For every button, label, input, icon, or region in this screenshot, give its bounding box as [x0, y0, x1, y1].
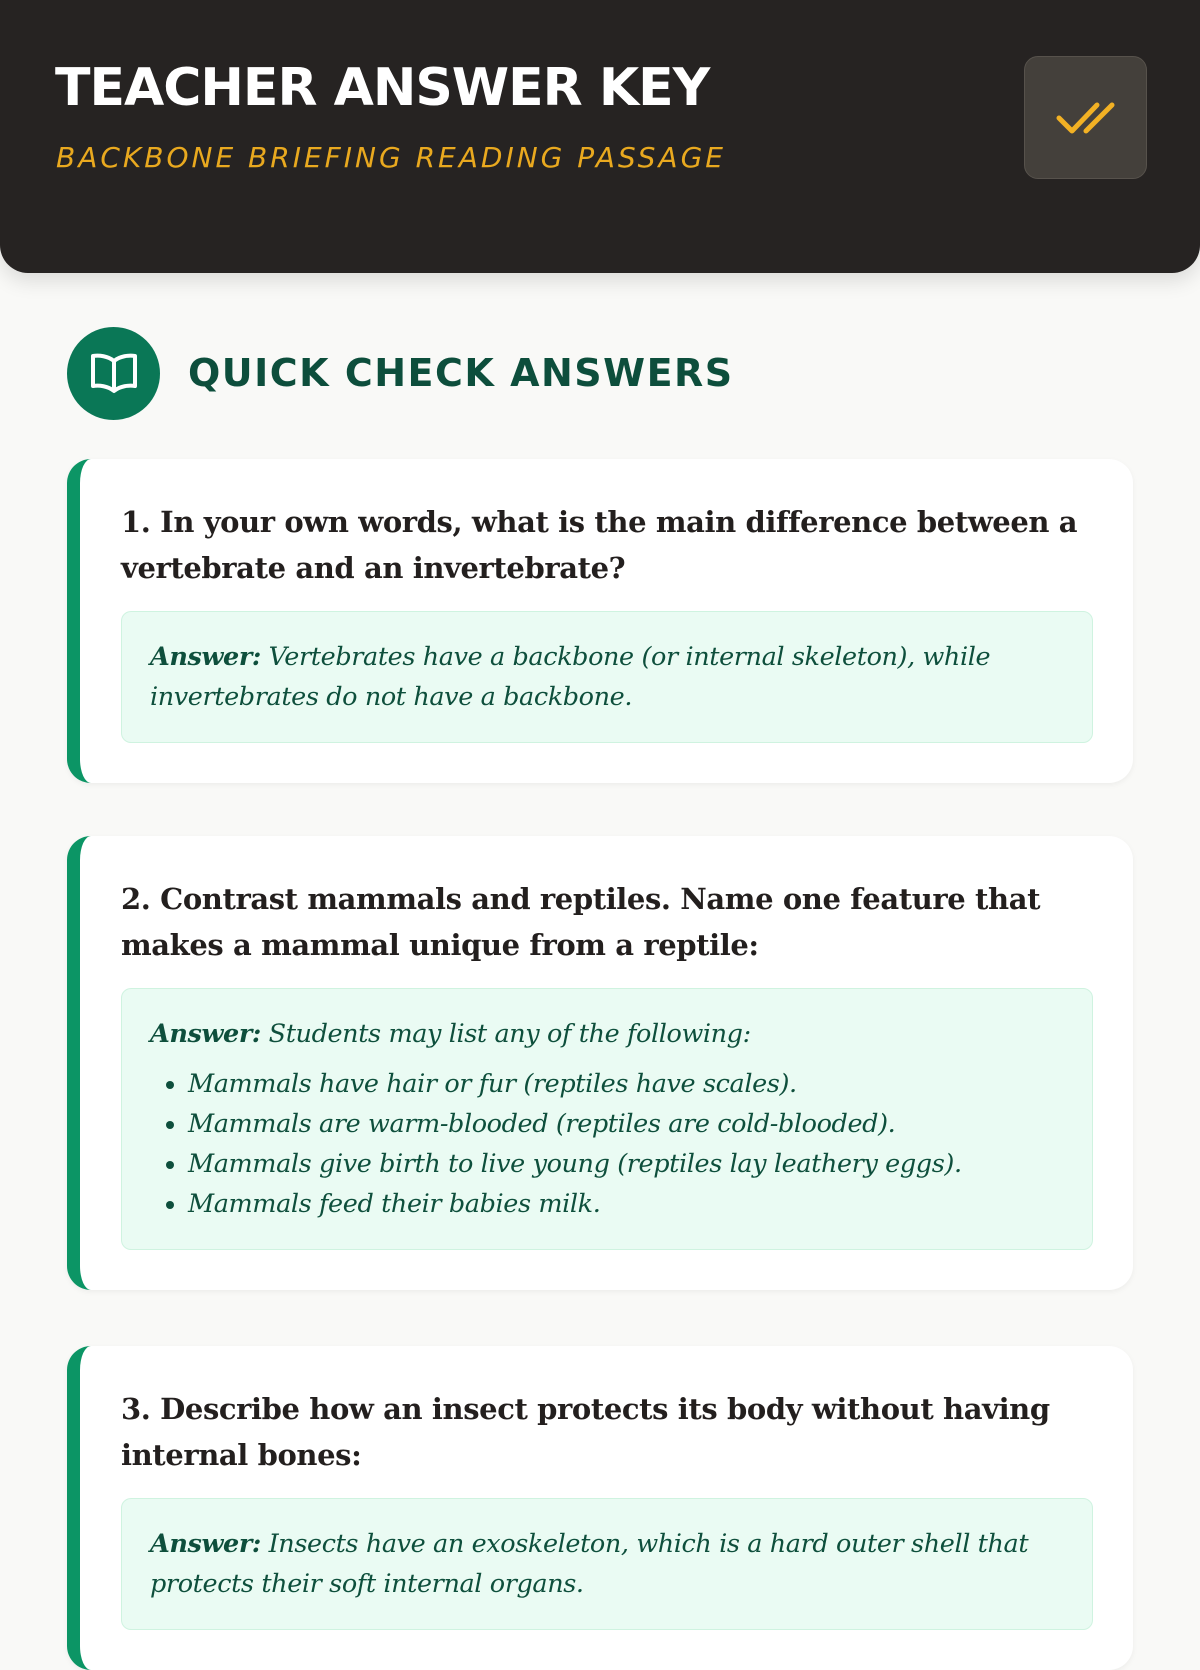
- list-item: • Mammals feed their babies milk.: [188, 1184, 1064, 1224]
- answer-box: [121, 1498, 1093, 1630]
- question-card-1: [67, 459, 1133, 783]
- header-banner: [0, 0, 1200, 273]
- section-title: QUICK CHECK ANSWERS: [188, 351, 734, 395]
- page-subtitle: BACKBONE BRIEFING READING PASSAGE: [56, 141, 726, 174]
- question-text: 3. Describe how an insect protects its body without having internal bones:: [121, 1392, 1050, 1472]
- section-header: [67, 327, 734, 419]
- page-title: TEACHER ANSWER KEY: [55, 58, 710, 118]
- answer-bullet-list: [150, 1064, 1064, 1224]
- question-text: 1. In your own words, what is the main difference between a vertebrate and an invertebrate?: [121, 505, 1078, 585]
- list-item: • Mammals have hair or fur (reptiles have scales).: [188, 1064, 1064, 1104]
- double-check-icon: [1055, 97, 1117, 139]
- question-card-3: [67, 1346, 1133, 1670]
- answer-label: Answer:: [150, 1019, 261, 1049]
- answer-text: Insects have an exoskeleton, which is a hard outer shell that protects their soft internal organs.: [150, 1529, 1029, 1599]
- answer-key-badge: [1024, 56, 1147, 179]
- section-icon-circle: [67, 327, 160, 420]
- question-card-2: [67, 836, 1133, 1290]
- answer-label: Answer:: [150, 642, 261, 672]
- list-item: • Mammals give birth to live young (reptiles lay leathery eggs).: [188, 1144, 1064, 1184]
- answer-box: [121, 611, 1093, 743]
- question-text: 2. Contrast mammals and reptiles. Name one feature that makes a mammal unique from a reptile:: [121, 882, 1041, 962]
- answer-text: Vertebrates have a backbone (or internal skeleton), while invertebrates do not have a backbone.: [150, 642, 991, 712]
- open-book-icon: [89, 352, 139, 394]
- answer-label: Answer:: [150, 1529, 261, 1559]
- list-item: • Mammals are warm-blooded (reptiles are cold-blooded).: [188, 1104, 1064, 1144]
- answer-box: [121, 988, 1093, 1250]
- answer-text: Students may list any of the following:: [268, 1019, 751, 1049]
